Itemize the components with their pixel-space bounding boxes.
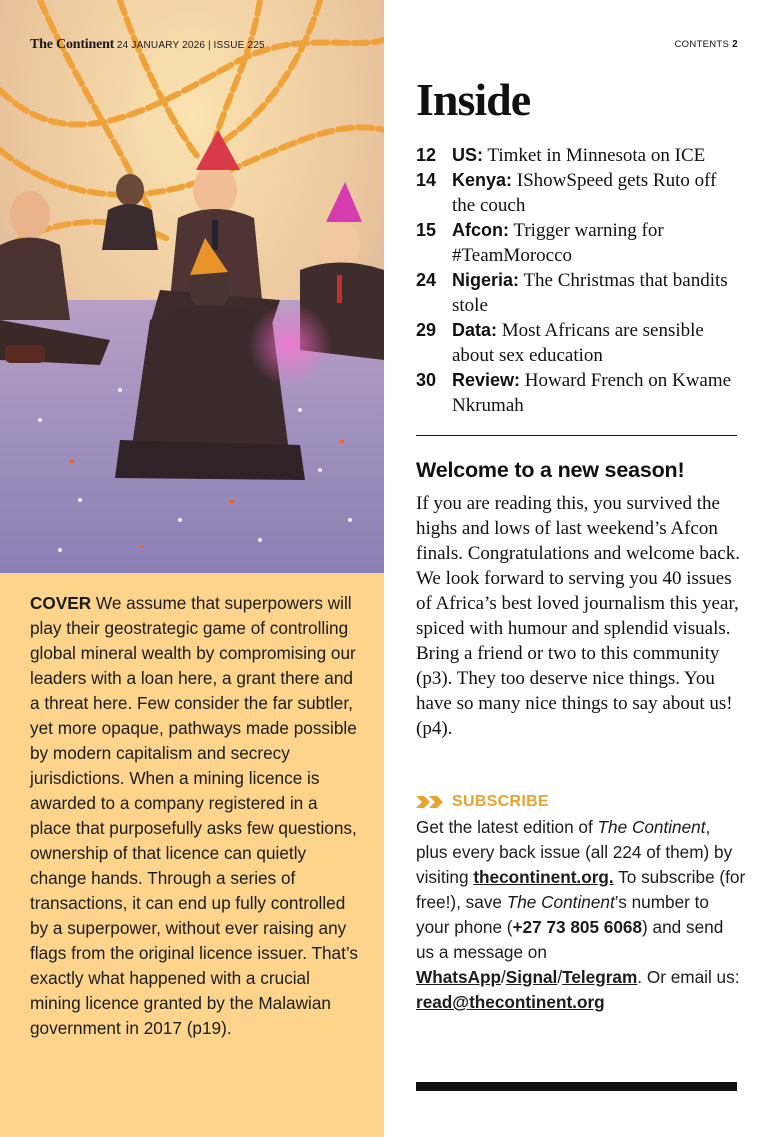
phone-number: +27 73 805 6068 — [512, 917, 643, 937]
toc-title: IShowSpeed gets Ruto off the couch — [452, 170, 717, 216]
toc-item[interactable] — [416, 218, 741, 268]
welcome-text: If you are reading this, you survived the highs and lows of last weekend’s Afcon finals. Congratulations and welcome back. We look forward to serving you 40 issues of Africa’s best loved journalism this year, spiced with humour and splendid visuals. Bring a friend or two to this community (p3). They too deserve nice things. You have so many nice things to say about us! (p4). — [416, 493, 740, 739]
toc-page: 30 — [416, 370, 437, 390]
subscribe-label: SUBSCRIBE — [452, 793, 549, 810]
publication-title-1: The Continent — [597, 817, 706, 837]
cover-illustration — [0, 0, 384, 573]
signal-link[interactable]: Signal — [505, 967, 558, 987]
toc-section: Afcon: — [452, 220, 509, 240]
publication-name: The Continent — [30, 37, 115, 52]
telegram-link[interactable]: Telegram — [562, 967, 638, 987]
masthead-separator: | — [207, 40, 211, 51]
toc-title: Howard French on Kwame Nkrumah — [452, 370, 732, 416]
table-of-contents — [416, 143, 741, 418]
link-separator: / — [500, 967, 506, 987]
toc-section: Data: — [452, 320, 498, 340]
toc-page: 29 — [416, 320, 437, 340]
toc-page: 24 — [416, 270, 437, 290]
page-label — [675, 39, 738, 50]
toc-title: Trigger warning for #TeamMorocco — [452, 220, 664, 266]
issue-number: ISSUE 225 — [213, 40, 265, 51]
whatsapp-link[interactable]: WhatsApp — [416, 967, 501, 987]
subscribe-text-5: ) and send us a message on — [416, 917, 724, 962]
inside-heading: Inside — [416, 74, 531, 125]
toc-title: The Christmas that bandits stole — [452, 270, 728, 316]
toc-section: Review: — [452, 370, 521, 390]
subscribe-text-3: To subscribe (for free!), save — [416, 867, 746, 912]
masthead — [30, 37, 265, 53]
publication-title-2: The Continent — [506, 892, 615, 912]
website-link[interactable]: thecontinent.org. — [473, 867, 614, 887]
double-arrow-icon — [416, 795, 446, 809]
issue-date: 24 JANUARY 2026 — [116, 40, 206, 51]
toc-page: 15 — [416, 220, 437, 240]
link-separator: / — [557, 967, 563, 987]
toc-page: 14 — [416, 170, 437, 190]
subscribe-heading — [416, 793, 549, 811]
bottom-rule — [416, 1082, 737, 1091]
welcome-heading: Welcome to a new season! — [416, 458, 685, 482]
toc-section: Nigeria: — [452, 270, 520, 290]
toc-item[interactable] — [416, 143, 741, 168]
subscribe-text-6: . Or email us: — [637, 967, 740, 987]
toc-title: Most Africans are sensible about sex education — [452, 320, 704, 366]
toc-section: US: — [452, 145, 483, 165]
cover-caption — [30, 591, 362, 1041]
toc-title: Timket in Minnesota on ICE — [487, 145, 706, 166]
cover-label: COVER — [30, 593, 92, 613]
section-divider — [416, 435, 737, 436]
contents-column — [384, 0, 768, 1137]
subscribe-text-1: Get the latest edition of — [416, 817, 598, 837]
toc-item[interactable] — [416, 168, 741, 218]
subscribe-text-4: ’s number to your phone ( — [416, 892, 709, 937]
toc-section: Kenya: — [452, 170, 513, 190]
subscribe-text — [416, 815, 746, 1015]
toc-item[interactable] — [416, 368, 741, 418]
email-link[interactable]: read@thecontinent.org — [416, 992, 605, 1012]
toc-item[interactable] — [416, 268, 741, 318]
toc-page: 12 — [416, 145, 437, 165]
page-label-text: CONTENTS — [674, 39, 730, 50]
subscribe-text-2: , plus every back issue (all 224 of them) by visiting — [416, 817, 733, 887]
cover-description: We assume that superpowers will play their geostrategic game of controlling global mineral wealth by compromising our leaders with a loan here, a grant there and a threat here. Few consider the far subtler, yet more opaque, pathways made possible by modern capitalism and secrecy jurisdictions. When a mining licence is awarded to a company registered in a place that purposefully asks few questions, ownership of that licence can quietly change hands. Through a series of transactions, it can end up fully controlled by a superpower, without ever raising any flags from the original licence issuer. That’s exactly what happened with a crucial mining licence granted by the Malawian government in 2017 (p19). — [30, 593, 358, 1038]
toc-item[interactable] — [416, 318, 741, 368]
page-number: 2 — [732, 39, 738, 50]
